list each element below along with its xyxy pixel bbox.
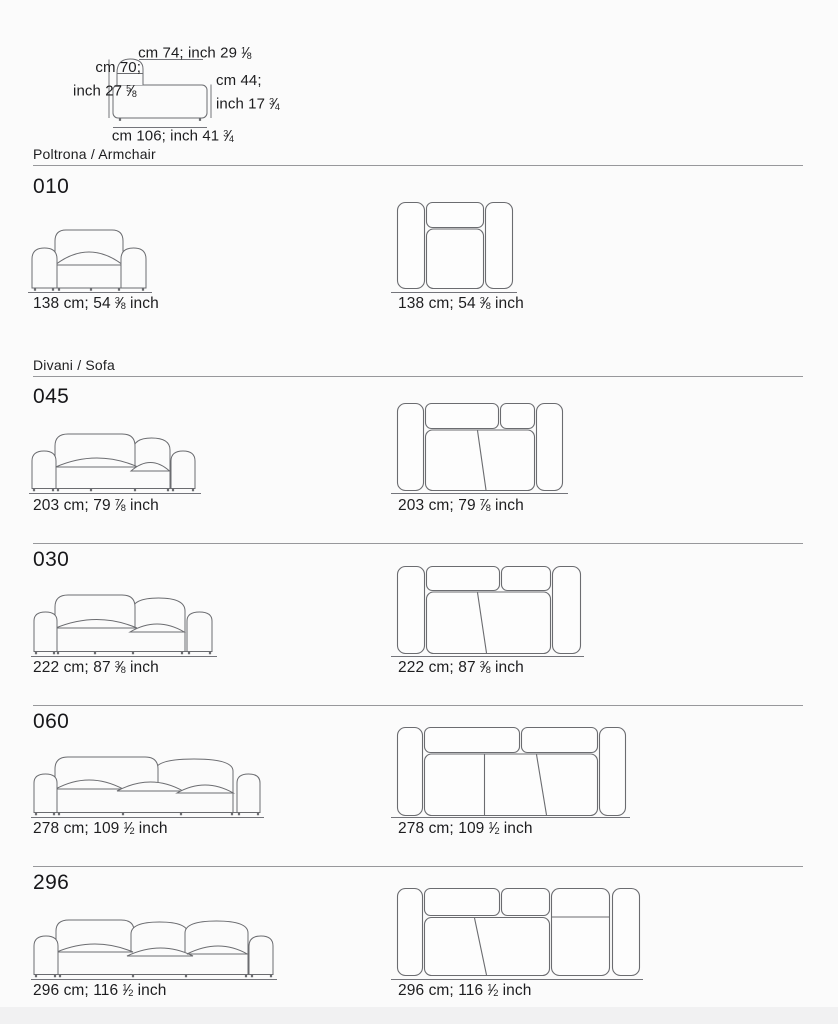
sofa-front-view-drawing	[33, 915, 274, 978]
width-dimension-label: 296 cm; 116 $^1$⁄ 2 inch	[398, 982, 531, 1000]
model-code: 296	[33, 871, 70, 894]
heading-rule	[33, 376, 803, 377]
width-dimension-label: 222 cm; 87 $^3$⁄ 8 inch	[398, 659, 524, 677]
dimension-text: cm 44;	[216, 72, 262, 89]
seat-height-dimension-label	[216, 71, 284, 116]
model-code: 010	[33, 175, 70, 198]
fraction: $^3$⁄ 8	[115, 659, 126, 676]
heading-rule	[33, 165, 803, 166]
armchair-top-view-drawing	[397, 202, 513, 289]
sofa-front-view-drawing	[33, 592, 214, 655]
width-dimension-label: 138 cm; 54 $^3$⁄ 8 inch	[398, 295, 524, 313]
width-dimension-label: 138 cm; 54 $^3$⁄ 8 inch	[33, 295, 159, 313]
width-dimension-line	[31, 817, 264, 818]
fraction: $^3$⁄ 4	[269, 96, 280, 113]
fraction: $^1$⁄ 2	[488, 820, 499, 837]
height-dimension-label	[22, 58, 141, 103]
width-dimension-line	[28, 292, 152, 293]
fraction: $^3$⁄ 8	[480, 659, 491, 676]
fraction: $^3$⁄ 8	[480, 295, 491, 312]
model-code: 060	[33, 710, 70, 733]
fraction: $^7$⁄ 8	[480, 497, 491, 514]
dimension-text: cm 70;	[95, 59, 141, 76]
width-dimension-label: 278 cm; 109 $^1$⁄ 2 inch	[33, 820, 168, 838]
sofa-front-view-drawing	[31, 429, 199, 492]
width-dimension-line	[391, 493, 568, 494]
width-dimension-label: 203 cm; 79 $^7$⁄ 8 inch	[33, 497, 159, 515]
width-dimension-line	[29, 493, 201, 494]
seat-depth-dimension-label	[120, 40, 274, 65]
sofa-top-view-drawing	[397, 888, 640, 976]
section-heading-armchair: Poltrona / Armchair	[33, 146, 156, 162]
model-separator-rule	[33, 705, 803, 706]
width-dimension-line	[391, 979, 643, 980]
fraction: $^1$⁄ 8	[241, 45, 252, 62]
footer-band	[0, 1007, 838, 1024]
sofa-top-view-drawing	[397, 727, 626, 816]
sofa-top-view-drawing	[397, 403, 564, 491]
width-dimension-label: 222 cm; 87 $^3$⁄ 8 inch	[33, 659, 159, 677]
width-dimension-line	[31, 979, 277, 980]
width-dimension-line	[391, 292, 517, 293]
top-dimension-diagram	[0, 0, 838, 160]
depth-dimension-label	[90, 123, 260, 148]
dimension-text: inch 27 $^5$⁄ 8	[22, 78, 141, 103]
fraction: $^1$⁄ 2	[122, 982, 133, 999]
fraction: $^1$⁄ 2	[123, 820, 134, 837]
dimension-text: cm 74; inch 29	[138, 44, 238, 62]
width-dimension-label: 278 cm; 109 $^1$⁄ 2 inch	[398, 820, 533, 838]
fraction: $^1$⁄ 2	[487, 982, 498, 999]
sofa-front-view-drawing	[33, 753, 261, 816]
section-heading-sofa: Divani / Sofa	[33, 357, 115, 373]
fraction: $^3$⁄ 8	[115, 295, 126, 312]
sofa-top-view-drawing	[397, 566, 581, 654]
width-dimension-line	[391, 656, 584, 657]
width-dimension-line	[31, 656, 217, 657]
model-separator-rule	[33, 866, 803, 867]
armchair-front-view-drawing	[30, 228, 148, 293]
width-dimension-line	[391, 817, 630, 818]
width-dimension-label: 203 cm; 79 $^7$⁄ 8 inch	[398, 497, 524, 515]
model-separator-rule	[33, 543, 803, 544]
width-dimension-label: 296 cm; 116 $^1$⁄ 2 inch	[33, 982, 166, 1000]
fraction: $^5$⁄ 8	[126, 83, 137, 100]
fraction: $^3$⁄ 4	[223, 128, 234, 145]
model-code: 045	[33, 385, 70, 408]
model-code: 030	[33, 548, 70, 571]
fraction: $^7$⁄ 8	[115, 497, 126, 514]
dimension-text: inch 17 $^3$⁄ 4	[216, 91, 284, 116]
dimension-text: cm 106; inch 41	[111, 127, 220, 145]
